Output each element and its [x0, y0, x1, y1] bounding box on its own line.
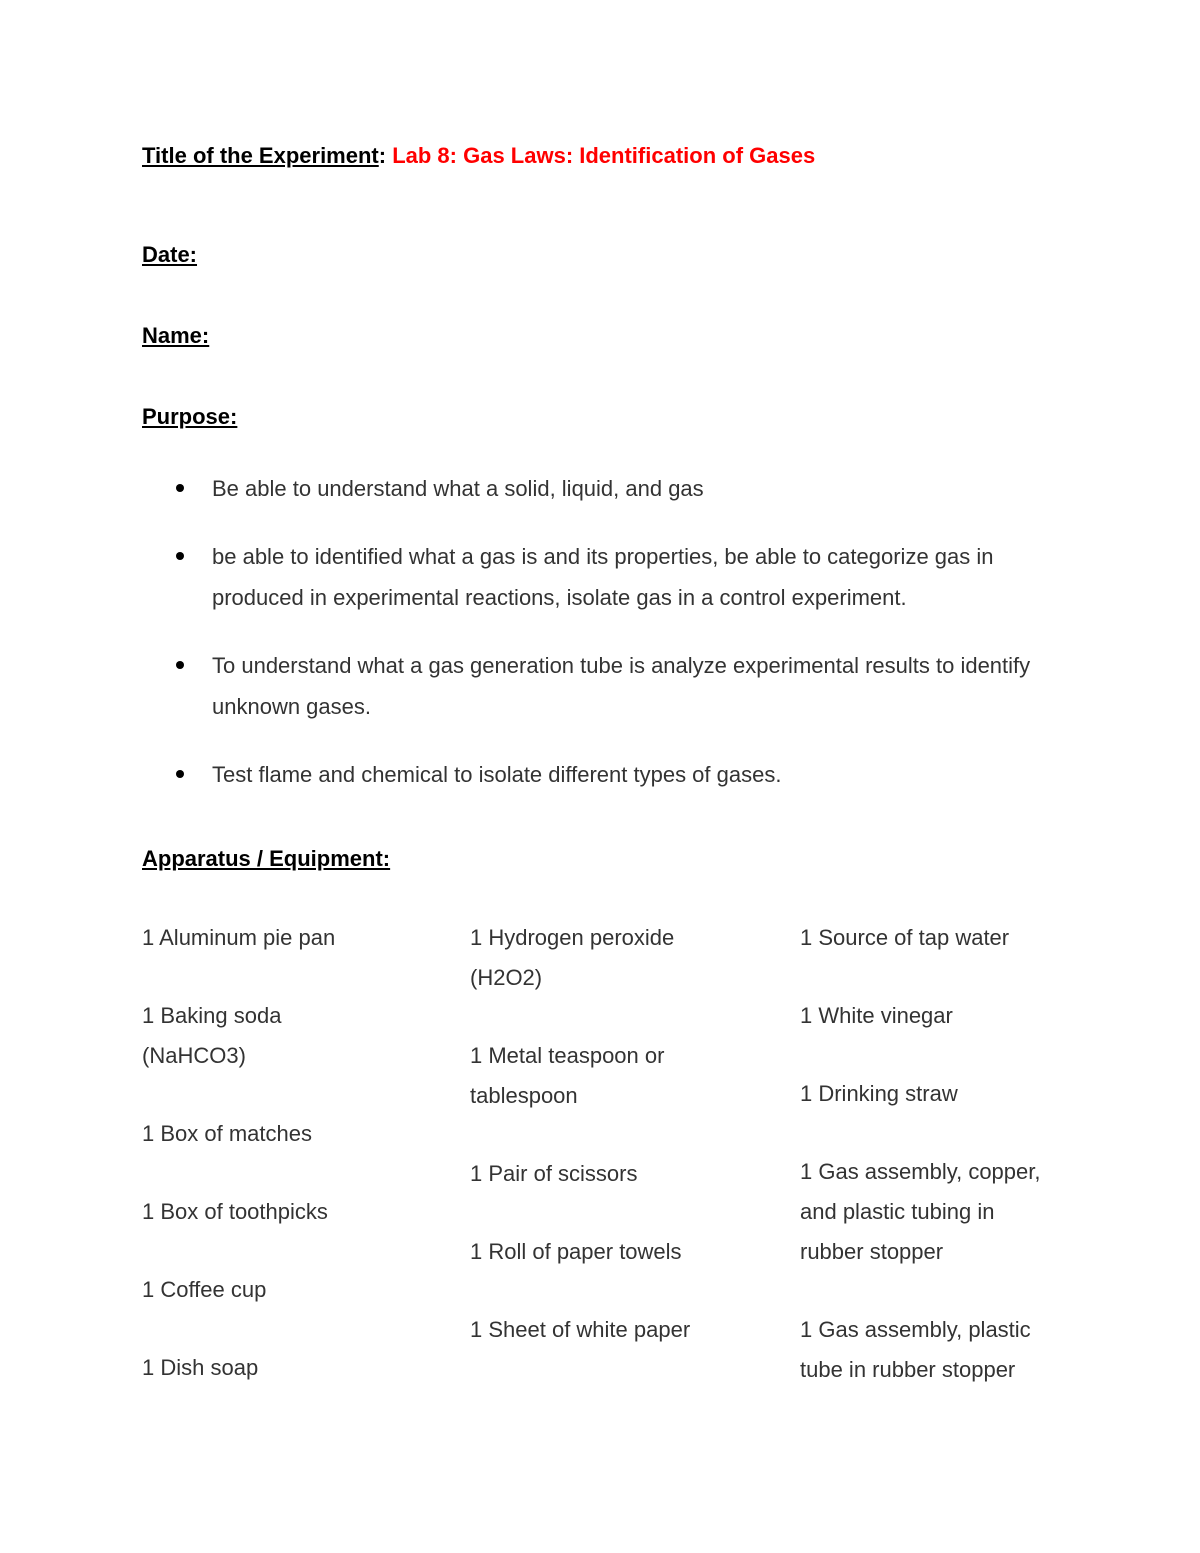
apparatus-item: 1 Gas assembly, copper, and plastic tubing in rubber stopper: [800, 1159, 1041, 1264]
apparatus-item: 1 Pair of scissors: [470, 1161, 638, 1186]
purpose-item: [142, 536, 1082, 618]
apparatus-item: 1 Drinking straw: [800, 1081, 958, 1106]
title-colon: :: [378, 143, 387, 168]
apparatus-item: 1 White vinegar: [800, 1003, 953, 1028]
name-label: Name:: [142, 323, 210, 348]
purpose-list: [142, 468, 1082, 822]
apparatus-item: 1 Gas assembly, plastic tube in rubber stopper: [800, 1317, 1031, 1382]
apparatus-item: 1 Source of tap water: [800, 925, 1010, 950]
apparatus-item: 1 Metal teaspoon or tablespoon: [470, 1043, 665, 1108]
experiment-title: Lab 8: Gas Laws: Identification of Gases: [392, 143, 816, 168]
apparatus-label: Apparatus / Equipment:: [142, 846, 391, 871]
purpose-item: [142, 754, 1082, 795]
purpose-item-text: Test flame and chemical to isolate different types of gases.: [212, 762, 782, 787]
apparatus-item: 1 Box of matches: [142, 1121, 312, 1146]
apparatus-item: 1 Sheet of white paper: [470, 1317, 691, 1342]
date-label: Date:: [142, 242, 198, 267]
purpose-item-text: be able to identified what a gas is and its properties, be able to categorize gas in produced in experimental reactions, isolate gas in a control experiment.: [212, 544, 994, 610]
bullet-icon: [176, 484, 184, 492]
apparatus-item: 1 Dish soap: [142, 1355, 259, 1380]
apparatus-item: 1 Coffee cup: [142, 1277, 267, 1302]
apparatus-column-1: [142, 918, 442, 1426]
apparatus-item: 1 Hydrogen peroxide (H2O2): [470, 925, 675, 990]
title-label: Title of the Experiment: [142, 143, 379, 168]
apparatus-column-2: [470, 918, 750, 1388]
purpose-item: [142, 645, 1082, 727]
purpose-label: Purpose:: [142, 404, 238, 429]
purpose-item-text: Be able to understand what a solid, liquid, and gas: [212, 476, 704, 501]
purpose-item: [142, 468, 1082, 509]
bullet-icon: [176, 770, 184, 778]
experiment-title-line: [142, 141, 815, 171]
apparatus-item: 1 Box of toothpicks: [142, 1199, 328, 1224]
apparatus-item: 1 Baking soda (NaHCO3): [142, 1003, 282, 1068]
bullet-icon: [176, 661, 184, 669]
purpose-item-text: To understand what a gas generation tube is analyze experimental results to identify unknown gases.: [212, 653, 1031, 719]
apparatus-item: 1 Roll of paper towels: [470, 1239, 682, 1264]
apparatus-column-3: [800, 918, 1080, 1428]
bullet-icon: [176, 552, 184, 560]
apparatus-item: 1 Aluminum pie pan: [142, 925, 336, 950]
